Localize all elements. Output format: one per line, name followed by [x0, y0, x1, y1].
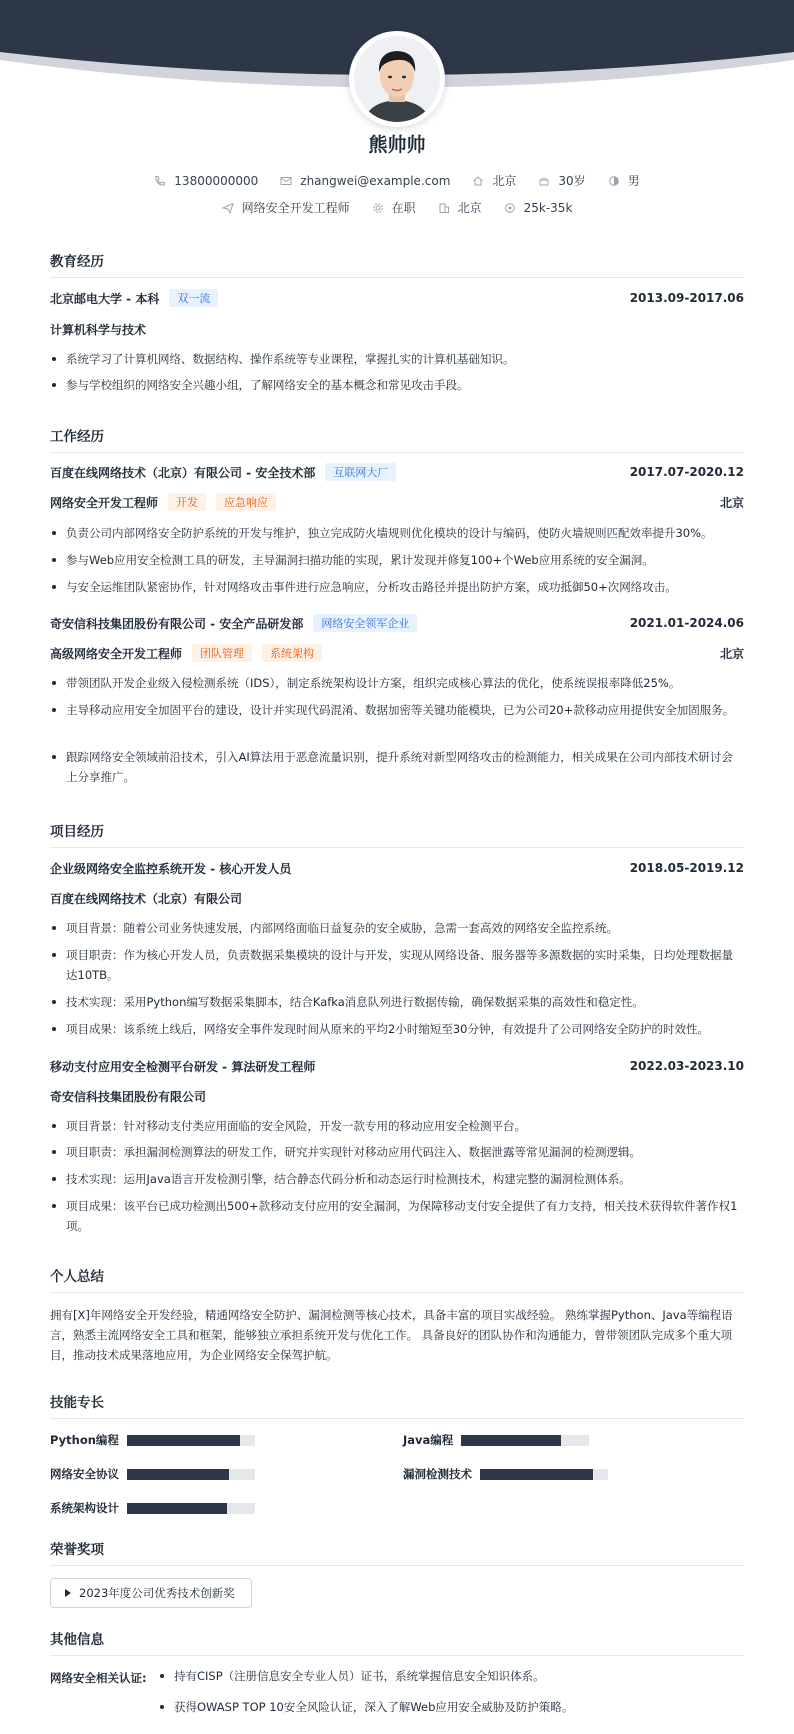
project-date: 2018.05-2019.12 — [629, 861, 744, 875]
work-city-text: 北京 — [457, 201, 482, 215]
school-tag: 双一流 — [169, 289, 218, 307]
project-org: 百度在线网络技术（北京）有限公司 — [50, 891, 243, 906]
project-org-row — [50, 1087, 744, 1105]
list-item: 与安全运维团队紧密协作，针对网络攻击事件进行应急响应，分析攻击路径并提出防护方案，成功抵御50+次网络攻击。 — [50, 577, 744, 597]
major-row — [50, 320, 744, 338]
list-item: 参与学校组织的网络安全兴趣小组，了解网络安全的基本概念和常见攻击手段。 — [50, 375, 744, 395]
skills-section — [50, 1391, 744, 1419]
project-name: 移动支付应用安全检测平台研发 - 算法研发工程师 — [50, 1059, 316, 1074]
skill-bar — [127, 1469, 255, 1480]
project-date: 2022.03-2023.10 — [629, 1059, 744, 1073]
section-title: 荣誉奖项 — [50, 1538, 744, 1566]
section-title: 项目经历 — [50, 820, 744, 848]
role-tag: 开发 — [168, 493, 206, 511]
job-date: 2017.07-2020.12 — [629, 465, 744, 479]
list-item: 项目背景：随着公司业务快速发展，内部网络面临日益复杂的安全威胁，急需一套高效的网络安全监控系统。 — [50, 918, 744, 938]
position-text: 网络安全开发工程师 — [241, 201, 350, 215]
summary-section — [50, 1265, 744, 1293]
award-item — [50, 1578, 252, 1608]
school-name: 北京邮电大学 - 本科 — [50, 291, 160, 306]
project-entry — [50, 859, 744, 877]
role-name: 高级网络安全开发工程师 — [50, 646, 183, 661]
list-item: 系统学习了计算机网络、数据结构、操作系统等专业课程，掌握扎实的计算机基础知识。 — [50, 349, 744, 369]
city-text: 北京 — [492, 174, 517, 188]
money-icon — [504, 202, 516, 214]
projects-section — [50, 820, 744, 848]
company-tag: 网络安全领军企业 — [313, 614, 417, 632]
skill-name: Java编程 — [403, 1433, 454, 1447]
status-text: 在职 — [391, 201, 416, 215]
section-title: 技能专长 — [50, 1391, 744, 1419]
phone-icon — [154, 175, 166, 187]
skill-bar-fill — [480, 1469, 593, 1480]
contact-row — [0, 172, 794, 189]
work-section — [50, 425, 744, 453]
list-item: 主导移动应用安全加固平台的建设，设计并实现代码混淆、数据加密等关键功能模块，已为公司20+款移动应用提供安全加固服务。 — [50, 700, 744, 720]
list-item: 项目成果：该平台已成功检测出500+款移动支付应用的安全漏洞，为保障移动支付安全提供了有力支持，相关技术获得软件著作权1项。 — [50, 1196, 744, 1236]
triangle-icon — [65, 1589, 71, 1597]
role-tag: 系统架构 — [262, 644, 322, 662]
company-tag: 互联网大厂 — [325, 463, 396, 481]
skill-name: 漏洞检测技术 — [403, 1467, 472, 1481]
company-name: 奇安信科技集团股份有限公司 - 安全产品研发部 — [50, 616, 304, 631]
skill-bar — [127, 1503, 255, 1514]
role-tag: 应急响应 — [216, 493, 276, 511]
email-text: zhangwei@example.com — [300, 173, 451, 188]
home-icon — [472, 175, 484, 187]
list-item: 技术实现：运用Java语言开发检测引擎，结合静态代码分析和动态运行时检测技术，构建完整的漏洞检测体系。 — [50, 1169, 744, 1189]
section-title: 个人总结 — [50, 1265, 744, 1293]
section-title: 其他信息 — [50, 1628, 744, 1656]
section-title: 工作经历 — [50, 425, 744, 453]
edu-date: 2013.09-2017.06 — [629, 291, 744, 305]
role-row — [50, 493, 744, 511]
skill-item — [50, 1500, 255, 1516]
mail-icon — [280, 175, 292, 187]
role-row — [50, 644, 744, 662]
project-entry — [50, 1057, 744, 1075]
awards-section — [50, 1538, 744, 1566]
job-intent-row — [0, 199, 794, 216]
project-name: 企业级网络安全监控系统开发 - 核心开发人员 — [50, 861, 292, 876]
other-section — [50, 1628, 744, 1656]
skill-name: 系统架构设计 — [50, 1501, 119, 1515]
job-date: 2021.01-2024.06 — [629, 616, 744, 630]
list-item: 负责公司内部网络安全防护系统的开发与维护，独立完成防火墙规则优化模块的设计与编码，使防火墙规则匹配效率提升30%。 — [50, 523, 744, 543]
age-icon — [538, 175, 550, 187]
job-city: 北京 — [719, 646, 744, 661]
company-name: 百度在线网络技术（北京）有限公司 - 安全技术部 — [50, 465, 316, 480]
summary-text: 拥有[X]年网络安全开发经验，精通网络安全防护、漏洞检测等核心技术，具备丰富的项目实战经验。 熟练掌握Python、Java等编程语言，熟悉主流网络安全工具和框架，能够独立承担系统开发与优化工作。 具备良好的团队协作和沟通能力，曾带领团队完成多个重大项目，推动技术成果落地应用，为企业网络安全保驾护航。 — [50, 1308, 733, 1362]
list-item: 参与Web应用安全检测工具的研发，主导漏洞扫描功能的实现，累计发现并修复100+个Web应用系统的安全漏洞。 — [50, 550, 744, 570]
gender-icon — [608, 175, 620, 187]
list-item: 带领团队开发企业级入侵检测系统（IDS），制定系统架构设计方案，组织完成核心算法的优化，使系统误报率降低25%。 — [50, 673, 744, 693]
other-label: 网络安全相关认证: — [50, 1671, 147, 1685]
education-entry — [50, 289, 744, 307]
age-text: 30岁 — [558, 174, 586, 188]
skill-bar-fill — [127, 1435, 240, 1446]
list-item: 项目职责：承担漏洞检测算法的研发工作，研究并实现针对移动应用代码注入、数据泄露等常见漏洞的检测逻辑。 — [50, 1142, 744, 1162]
skill-bar-fill — [461, 1435, 561, 1446]
skill-bar-fill — [127, 1503, 227, 1514]
skill-bar — [461, 1435, 589, 1446]
candidate-name: 熊帅帅 — [368, 134, 426, 156]
section-title: 教育经历 — [50, 250, 744, 278]
skill-bar — [480, 1469, 608, 1480]
job-entry — [50, 614, 744, 632]
list-item: 项目背景：针对移动支付类应用面临的安全风险，开发一款专用的移动应用安全检测平台。 — [50, 1116, 744, 1136]
send-icon — [222, 202, 234, 214]
gear-icon — [372, 202, 384, 214]
role-tag: 团队管理 — [192, 644, 252, 662]
list-item: 持有CISP（注册信息安全专业人员）证书，系统掌握信息安全知识体系。 — [158, 1666, 744, 1686]
phone-text: 13800000000 — [174, 173, 259, 188]
skill-name: 网络安全协议 — [50, 1467, 119, 1481]
salary-text: 25k-35k — [523, 200, 573, 215]
role-name: 网络安全开发工程师 — [50, 495, 159, 510]
skill-item — [50, 1466, 255, 1482]
award-text: 2023年度公司优秀技术创新奖 — [79, 1586, 235, 1600]
list-item: 技术实现：采用Python编写数据采集脚本，结合Kafka消息队列进行数据传输，确保数据采集的高效性和稳定性。 — [50, 992, 744, 1012]
list-item: 跟踪网络安全领域前沿技术，引入AI算法用于恶意流量识别，提升系统对新型网络攻击的检测能力，相关成果在公司内部技术研讨会上分享推广。 — [50, 747, 744, 787]
major-name: 计算机科学与技术 — [50, 322, 147, 337]
skill-name: Python编程 — [50, 1433, 119, 1447]
job-city: 北京 — [719, 495, 744, 510]
skill-bar-fill — [127, 1469, 229, 1480]
skill-item — [403, 1466, 608, 1482]
avatar — [349, 31, 445, 127]
list-item: 项目成果：该系统上线后，网络安全事件发现时间从原来的平均2小时缩短至30分钟，有效提升了公司网络安全防护的时效性。 — [50, 1019, 744, 1039]
skill-item — [50, 1432, 255, 1448]
list-item: 获得OWASP TOP 10安全风险认证，深入了解Web应用安全威胁及防护策略。 — [158, 1697, 744, 1717]
education-section — [50, 250, 744, 278]
skill-item — [403, 1432, 589, 1448]
project-org-row — [50, 889, 744, 907]
building-icon — [438, 202, 450, 214]
project-org: 奇安信科技集团股份有限公司 — [50, 1089, 207, 1104]
gender-text: 男 — [627, 174, 640, 188]
skill-bar — [127, 1435, 255, 1446]
list-item: 项目职责：作为核心开发人员，负责数据采集模块的设计与开发，实现从网络设备、服务器等多源数据的实时采集，日均处理数据量达10TB。 — [50, 945, 744, 985]
job-entry — [50, 463, 744, 481]
